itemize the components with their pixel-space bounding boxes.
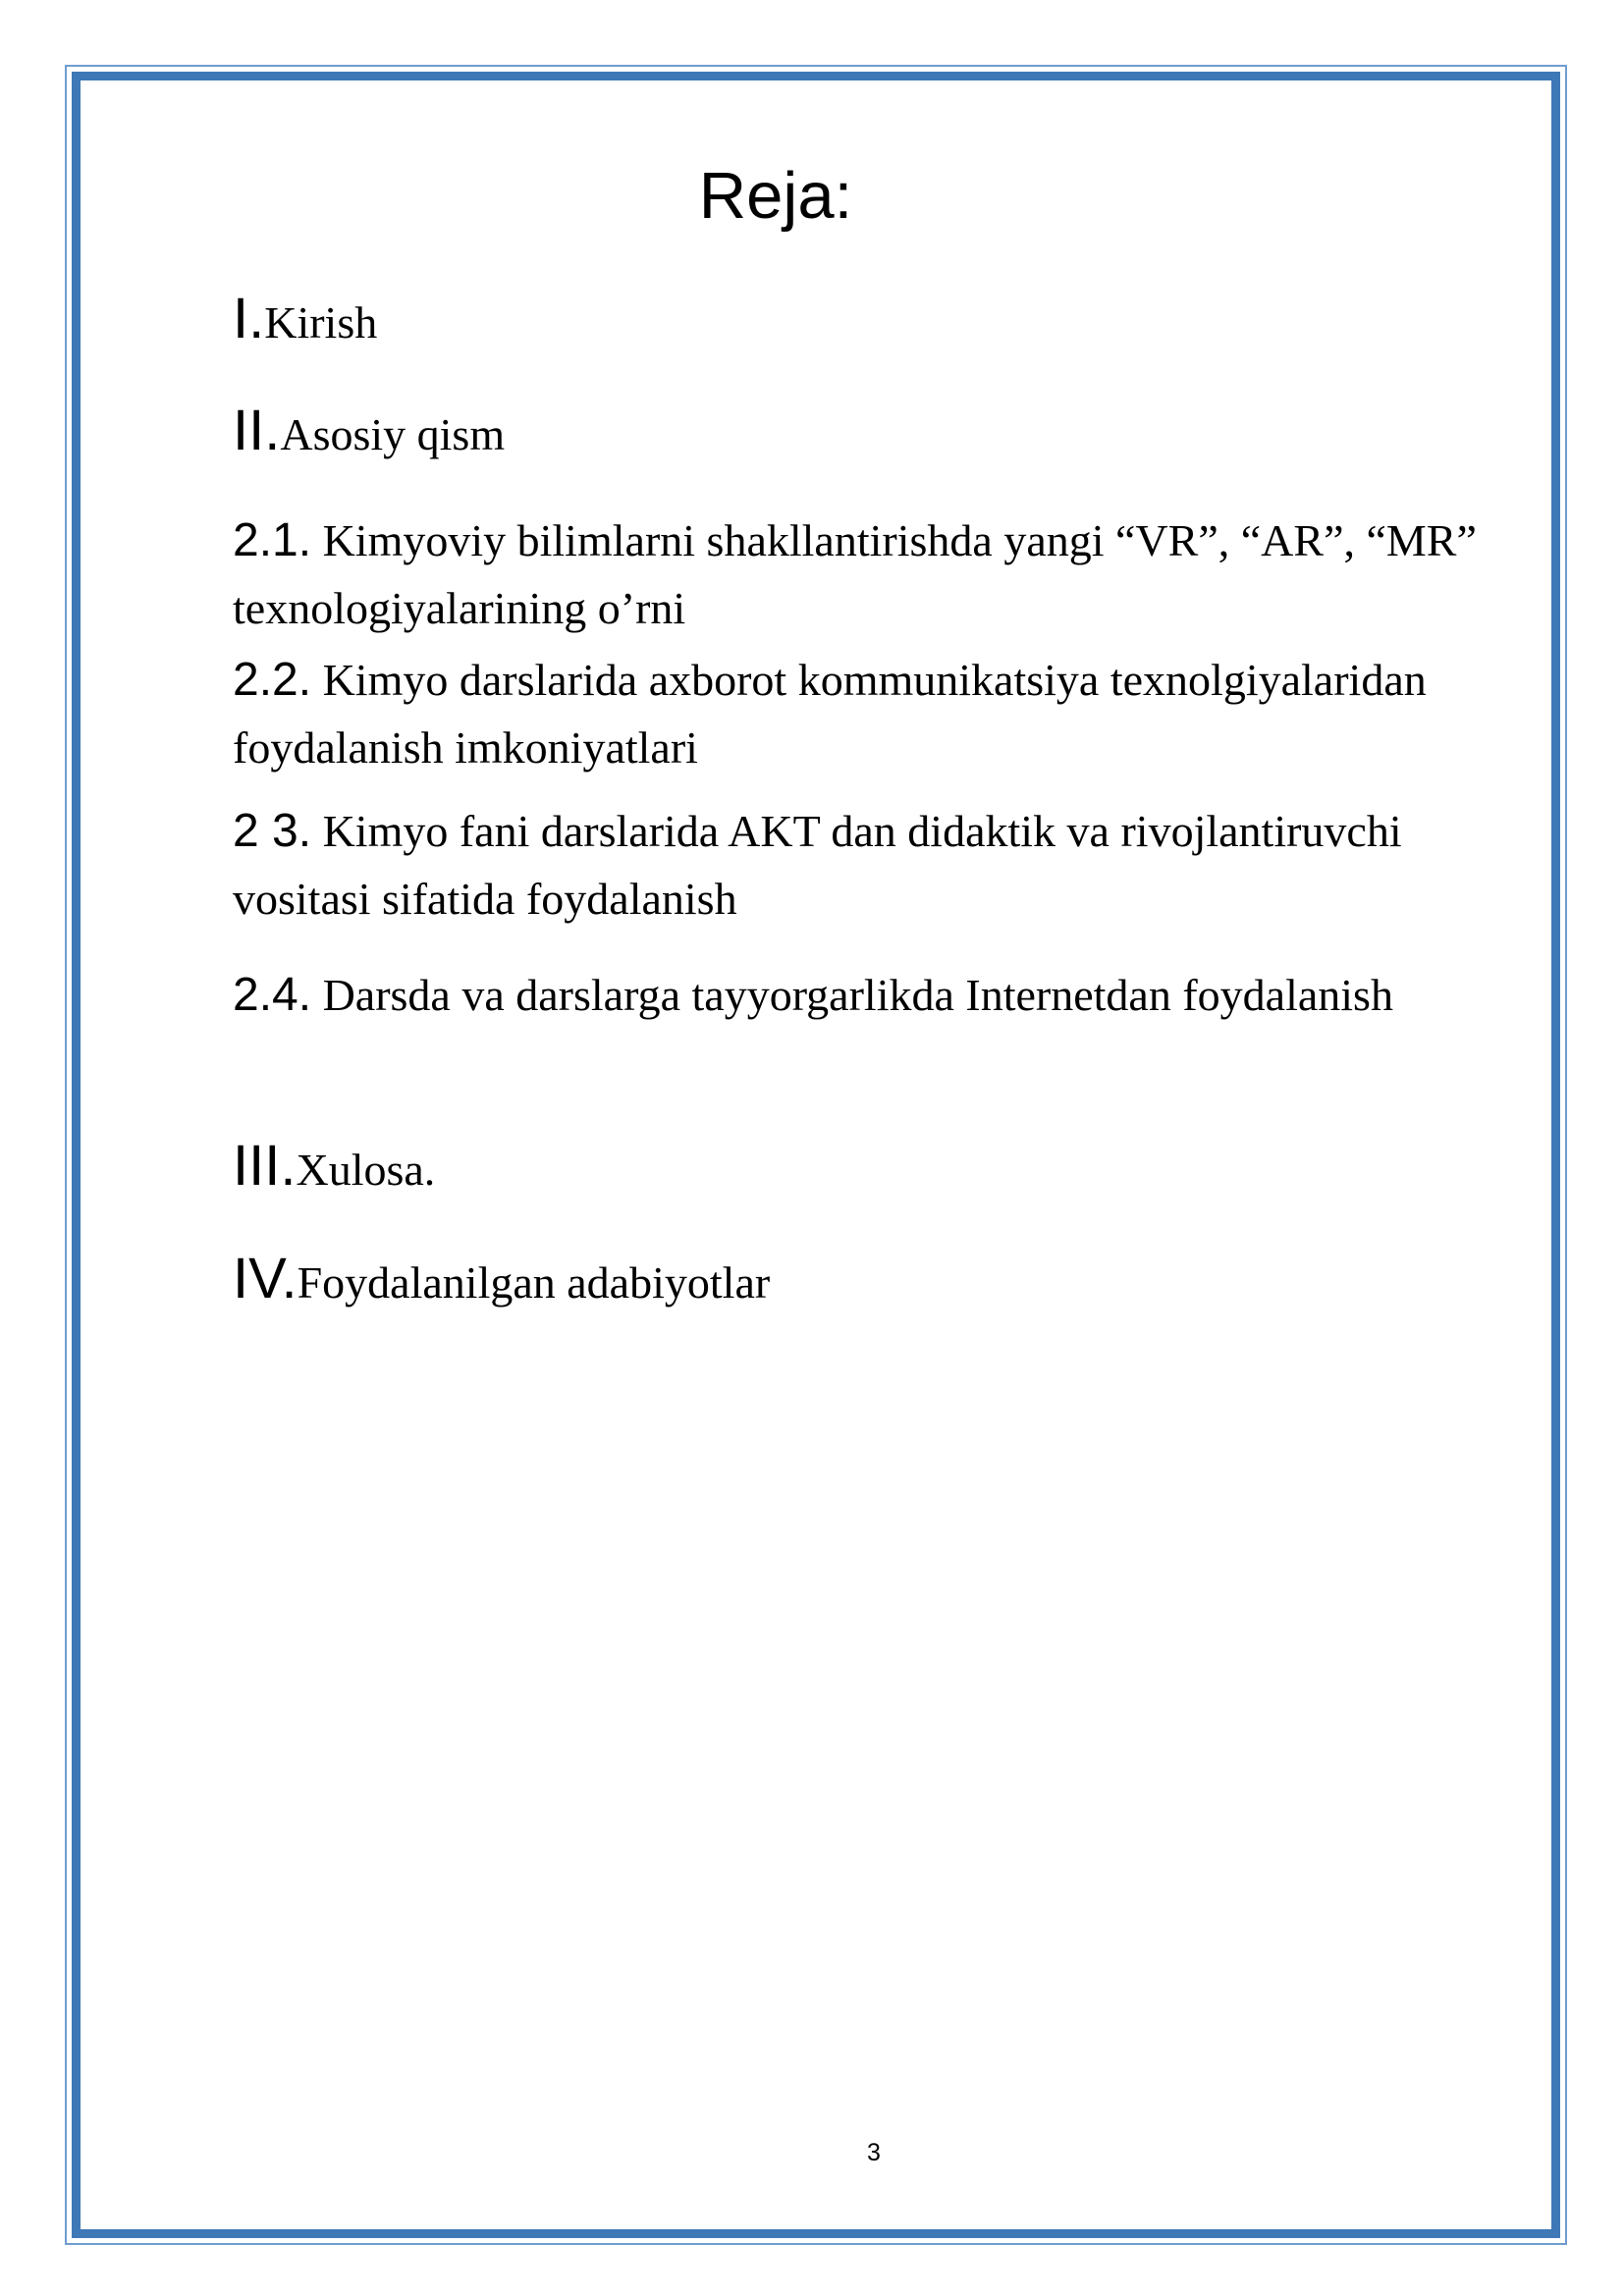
plan-item-references bbox=[233, 1245, 1529, 1328]
plan-item-text: Kimyo darslarida axborot kommunikatsiya texnolgiyalaridan foydalanish imkoniyatlari bbox=[233, 655, 1427, 773]
page-number: 3 bbox=[867, 2139, 881, 2166]
plan-item-main-part bbox=[233, 397, 1529, 480]
plan-item-text: Foydalanilgan adabiyotlar bbox=[297, 1257, 771, 1308]
plan-item-2-3 bbox=[233, 803, 1529, 938]
plan-item-2-2 bbox=[233, 652, 1529, 787]
plan-item-number: II. bbox=[233, 399, 281, 462]
plan-item-number: 2.4. bbox=[233, 969, 312, 1021]
page-title: Reja: bbox=[698, 159, 853, 233]
plan-item-number: 2.2. bbox=[233, 654, 312, 706]
plan-item-text: Darsda va darslarga tayyorgarlikda Internetdan foydalanish bbox=[311, 970, 1393, 1020]
plan-item-text: Kimyoviy bilimlarni shakllantirishda yangi “VR”, “AR”, “MR” texnologiyalarining o’rni bbox=[233, 515, 1477, 633]
plan-item-2-4 bbox=[233, 967, 1529, 1035]
plan-item-2-1 bbox=[233, 512, 1529, 648]
plan-item-conclusion bbox=[233, 1132, 1529, 1215]
plan-item-number: III. bbox=[233, 1134, 297, 1198]
plan-item-text: Kimyo fani darslarida AKT dan didaktik va rivojlantiruvchi vositasi sifatida foydalanish bbox=[233, 806, 1402, 924]
plan-item-text: Xulosa. bbox=[296, 1145, 436, 1195]
plan-item-number: I. bbox=[233, 287, 265, 350]
plan-item-text: Asosiy qism bbox=[280, 409, 506, 459]
plan-item-text: Kirish bbox=[264, 297, 378, 347]
plan-item-number: 2.1. bbox=[233, 514, 312, 566]
plan-item-number: 2 3. bbox=[233, 805, 312, 857]
plan-item-introduction bbox=[233, 285, 1529, 368]
plan-item-number: IV. bbox=[233, 1247, 298, 1310]
